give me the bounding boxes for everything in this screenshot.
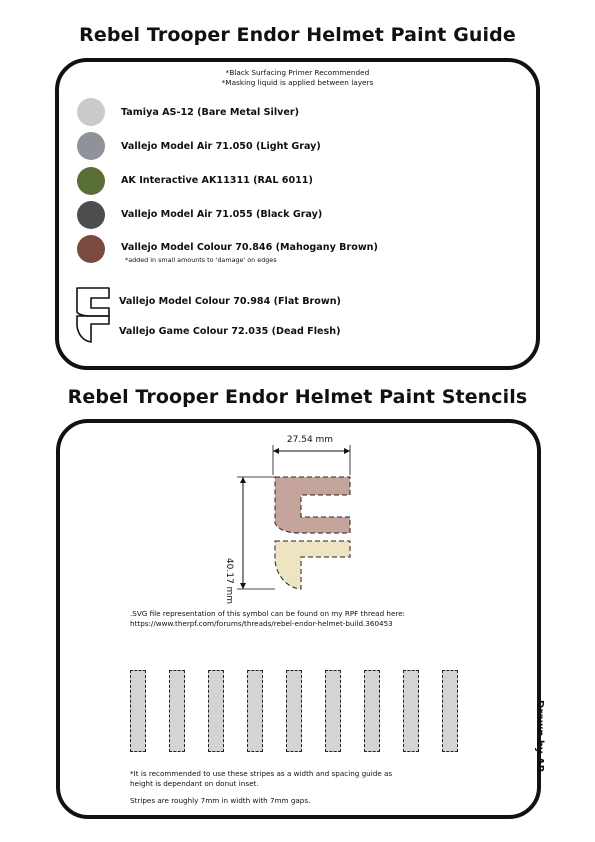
stripe-size-note: Stripes are roughly 7mm in width with 7mm gaps.	[130, 796, 311, 805]
stencil-stripe	[208, 670, 224, 752]
mahogany-damage-note: *added in small amounts to 'damage' on edges	[125, 256, 277, 264]
stencils-panel	[56, 419, 541, 819]
stencil-stripe	[364, 670, 380, 752]
stencil-stripe	[286, 670, 302, 752]
stencil-stripe	[130, 670, 146, 752]
rebel-symbol-outline-icon	[75, 286, 111, 344]
stripe-guide-note-cont: height is dependant on donut inset.	[130, 779, 259, 788]
svg-file-note: .SVG file representation of this symbol can be found on my RPF thread here:	[130, 609, 406, 618]
stencil-stripe	[247, 670, 263, 752]
paint-swatch-black-gray	[77, 201, 105, 229]
paint-swatch-light-gray	[77, 132, 105, 160]
masking-note: *Masking liquid is applied between layers	[221, 78, 374, 87]
stencil-stripe	[442, 670, 458, 752]
stencil-stripe	[169, 670, 185, 752]
stencil-bottom-shape	[275, 541, 350, 589]
stencil-stripe	[403, 670, 419, 752]
stencils-title: Rebel Trooper Endor Helmet Paint Stencils	[67, 386, 528, 408]
paint-guide-panel	[55, 58, 540, 370]
paint-label-flat-brown: Vallejo Model Colour 70.984 (Flat Brown)	[119, 296, 341, 307]
paint-label-silver: Tamiya AS-12 (Bare Metal Silver)	[121, 107, 299, 118]
primer-note: *Black Surfacing Primer Recommended	[225, 68, 370, 77]
stencil-diagram	[215, 431, 365, 601]
stencil-stripe	[325, 670, 341, 752]
artist-credit: Drawn by AR	[534, 700, 545, 773]
paint-swatch-silver	[77, 98, 105, 126]
paint-label-light-gray: Vallejo Model Air 71.050 (Light Gray)	[121, 141, 321, 152]
height-dimension-label: 40.17 mm	[224, 557, 234, 605]
paint-guide-title: Rebel Trooper Endor Helmet Paint Guide	[79, 24, 516, 46]
width-dimension-label: 27.54 mm	[286, 435, 334, 445]
paint-label-dead-flesh: Vallejo Game Colour 72.035 (Dead Flesh)	[119, 326, 341, 337]
paint-label-mahogany: Vallejo Model Colour 70.846 (Mahogany Brown)	[121, 242, 378, 253]
paint-swatch-ral-6011	[77, 167, 105, 195]
paint-swatch-mahogany	[77, 235, 105, 263]
paint-label-ral-6011: AK Interactive AK11311 (RAL 6011)	[121, 175, 313, 186]
stencil-top-shape	[275, 477, 350, 533]
stripe-guide-note: *It is recommended to use these stripes as a width and spacing guide as	[130, 769, 393, 778]
rpf-thread-link[interactable]: https://www.therpf.com/forums/threads/rebel-endor-helmet-build.360453	[130, 619, 393, 628]
paint-label-black-gray: Vallejo Model Air 71.055 (Black Gray)	[121, 209, 323, 220]
